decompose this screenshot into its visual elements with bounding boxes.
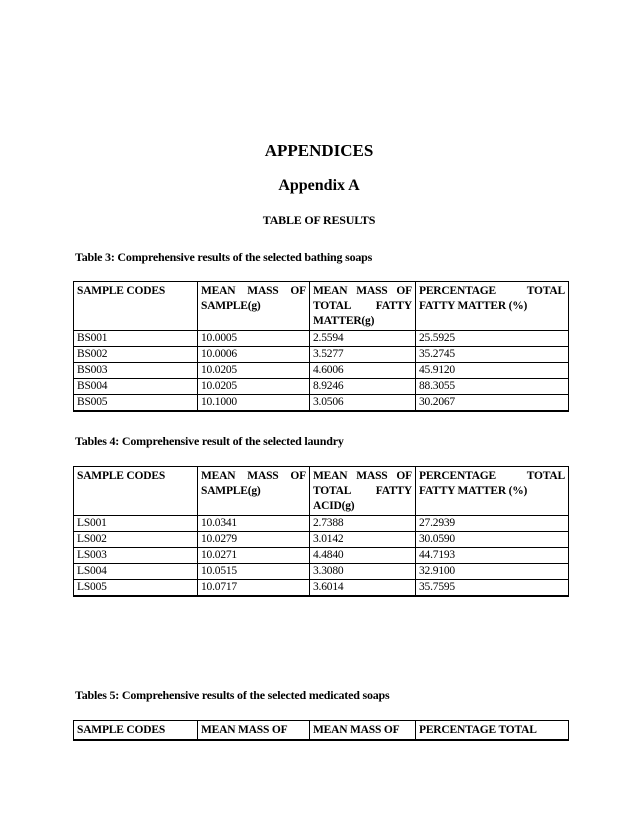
- table-cell: 35.2745: [416, 347, 569, 363]
- table-cell: 4.6006: [310, 363, 416, 379]
- column-header: SAMPLE CODES: [74, 721, 198, 741]
- table-row: [74, 379, 569, 395]
- table-cell: 3.5277: [310, 347, 416, 363]
- table-row: [74, 363, 569, 379]
- table-cell: 4.4840: [310, 548, 416, 564]
- table-cell: 3.6014: [310, 580, 416, 597]
- column-header: MEAN MASS OF: [310, 721, 416, 741]
- column-header: MEAN MASS OF SAMPLE(g): [198, 282, 310, 331]
- table-cell: 3.0506: [310, 395, 416, 412]
- column-header: MEAN MASS OF TOTAL FATTY MATTER(g): [310, 282, 416, 331]
- column-header: SAMPLE CODES: [74, 467, 198, 516]
- column-header: MEAN MASS OF TOTAL FATTY ACID(g): [310, 467, 416, 516]
- table-row: [74, 516, 569, 532]
- table-cell: LS002: [74, 532, 198, 548]
- column-header: PERCENTAGE TOTAL FATTY MATTER (%): [416, 467, 569, 516]
- table-cell: 10.0005: [198, 331, 310, 347]
- table-cell: 44.7193: [416, 548, 569, 564]
- table-cell: 10.0515: [198, 564, 310, 580]
- section-title: TABLE OF RESULTS: [262, 213, 376, 227]
- table-cell: BS003: [74, 363, 198, 379]
- page-title: APPENDICES: [264, 141, 374, 160]
- table-header-row: [74, 721, 569, 741]
- table-cell: LS005: [74, 580, 198, 597]
- table-cell: 10.0717: [198, 580, 310, 597]
- results-table-medicated: [73, 720, 569, 741]
- table-row: [74, 532, 569, 548]
- table-cell: 30.0590: [416, 532, 569, 548]
- table-cell: 8.9246: [310, 379, 416, 395]
- table-cell: 45.9120: [416, 363, 569, 379]
- table-cell: 3.0142: [310, 532, 416, 548]
- table-cell: BS005: [74, 395, 198, 412]
- table-cell: 32.9100: [416, 564, 569, 580]
- table-header-row: [74, 282, 569, 331]
- table-caption: Tables 5: Comprehensive results of the selected medicated soaps: [75, 688, 390, 702]
- table-cell: LS001: [74, 516, 198, 532]
- results-table-bathing: [73, 281, 569, 412]
- table-cell: 2.7388: [310, 516, 416, 532]
- table-cell: 10.0341: [198, 516, 310, 532]
- table-row: [74, 564, 569, 580]
- column-header: SAMPLE CODES: [74, 282, 198, 331]
- table-cell: 25.5925: [416, 331, 569, 347]
- results-table-laundry: [73, 466, 569, 597]
- table-cell: 30.2067: [416, 395, 569, 412]
- table-cell: BS001: [74, 331, 198, 347]
- column-header: MEAN MASS OF: [198, 721, 310, 741]
- table-header-row: [74, 467, 569, 516]
- table-row: [74, 548, 569, 564]
- column-header: PERCENTAGE TOTAL: [416, 721, 569, 741]
- table-row: [74, 580, 569, 597]
- table-cell: 3.3080: [310, 564, 416, 580]
- table-caption: Tables 4: Comprehensive result of the selected laundry: [75, 434, 344, 448]
- table-cell: 10.0279: [198, 532, 310, 548]
- table-cell: 27.2939: [416, 516, 569, 532]
- column-header: PERCENTAGE TOTAL FATTY MATTER (%): [416, 282, 569, 331]
- table-cell: BS002: [74, 347, 198, 363]
- table-cell: 10.0205: [198, 379, 310, 395]
- table-cell: 10.0205: [198, 363, 310, 379]
- table-caption: Table 3: Comprehensive results of the selected bathing soaps: [75, 250, 373, 264]
- column-header: MEAN MASS OF SAMPLE(g): [198, 467, 310, 516]
- table-cell: 10.1000: [198, 395, 310, 412]
- table-cell: 10.0006: [198, 347, 310, 363]
- table-cell: 88.3055: [416, 379, 569, 395]
- table-row: [74, 395, 569, 412]
- table-cell: BS004: [74, 379, 198, 395]
- table-cell: 35.7595: [416, 580, 569, 597]
- table-cell: 2.5594: [310, 331, 416, 347]
- appendix-title: Appendix A: [278, 177, 360, 194]
- table-row: [74, 331, 569, 347]
- table-cell: LS004: [74, 564, 198, 580]
- table-row: [74, 347, 569, 363]
- table-cell: 10.0271: [198, 548, 310, 564]
- table-cell: LS003: [74, 548, 198, 564]
